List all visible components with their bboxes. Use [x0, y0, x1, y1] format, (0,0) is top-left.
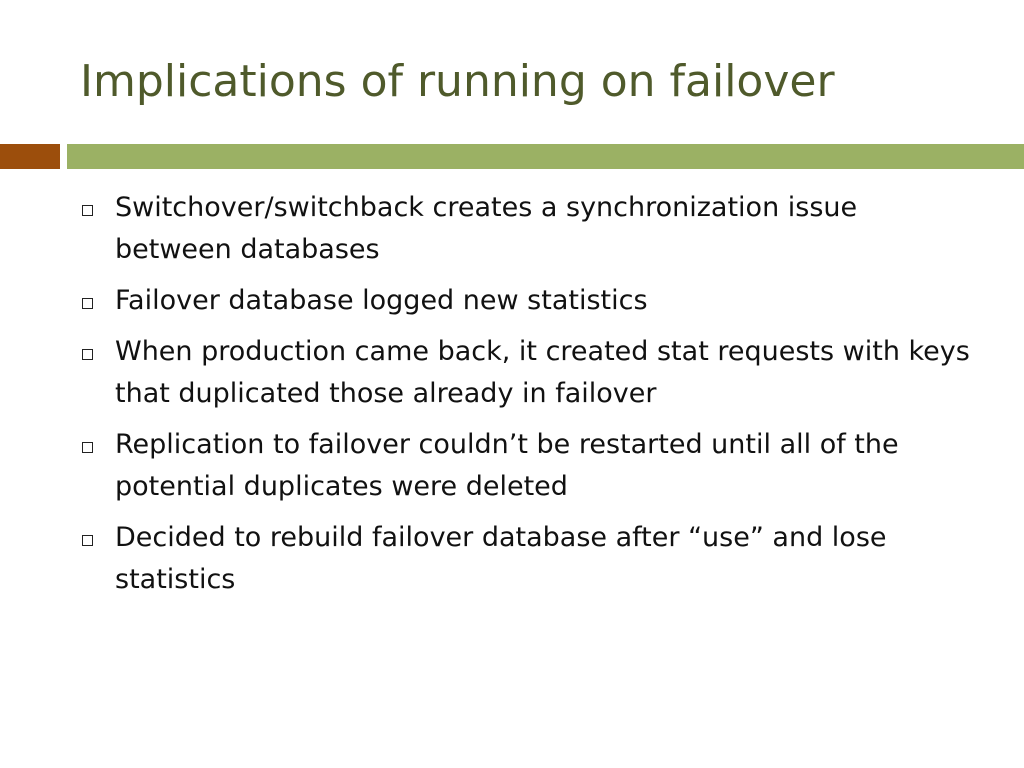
hollow-square-icon	[82, 442, 93, 453]
bullet-text: Decided to rebuild failover database after “use” and lose statistics	[115, 522, 887, 595]
list-item	[82, 280, 982, 322]
hollow-square-icon	[82, 535, 93, 546]
hollow-square-icon	[82, 298, 93, 309]
bullet-text: Failover database logged new statistics	[115, 285, 648, 316]
list-item	[82, 331, 982, 415]
hollow-square-icon	[82, 205, 93, 216]
list-item	[82, 424, 982, 508]
accent-bar-right	[67, 144, 1024, 169]
accent-bar-left	[0, 144, 60, 169]
bullet-text: When production came back, it created stat requests with keys that duplicated those already in failover	[115, 336, 970, 409]
bullet-text: Replication to failover couldn’t be restarted until all of the potential duplicates were deleted	[115, 429, 899, 502]
list-item	[82, 517, 982, 601]
slide-title: Implications of running on failover	[80, 56, 835, 107]
bullet-text: Switchover/switchback creates a synchronization issue between databases	[115, 192, 858, 265]
list-item	[82, 187, 982, 271]
bullet-list	[82, 187, 982, 610]
hollow-square-icon	[82, 349, 93, 360]
